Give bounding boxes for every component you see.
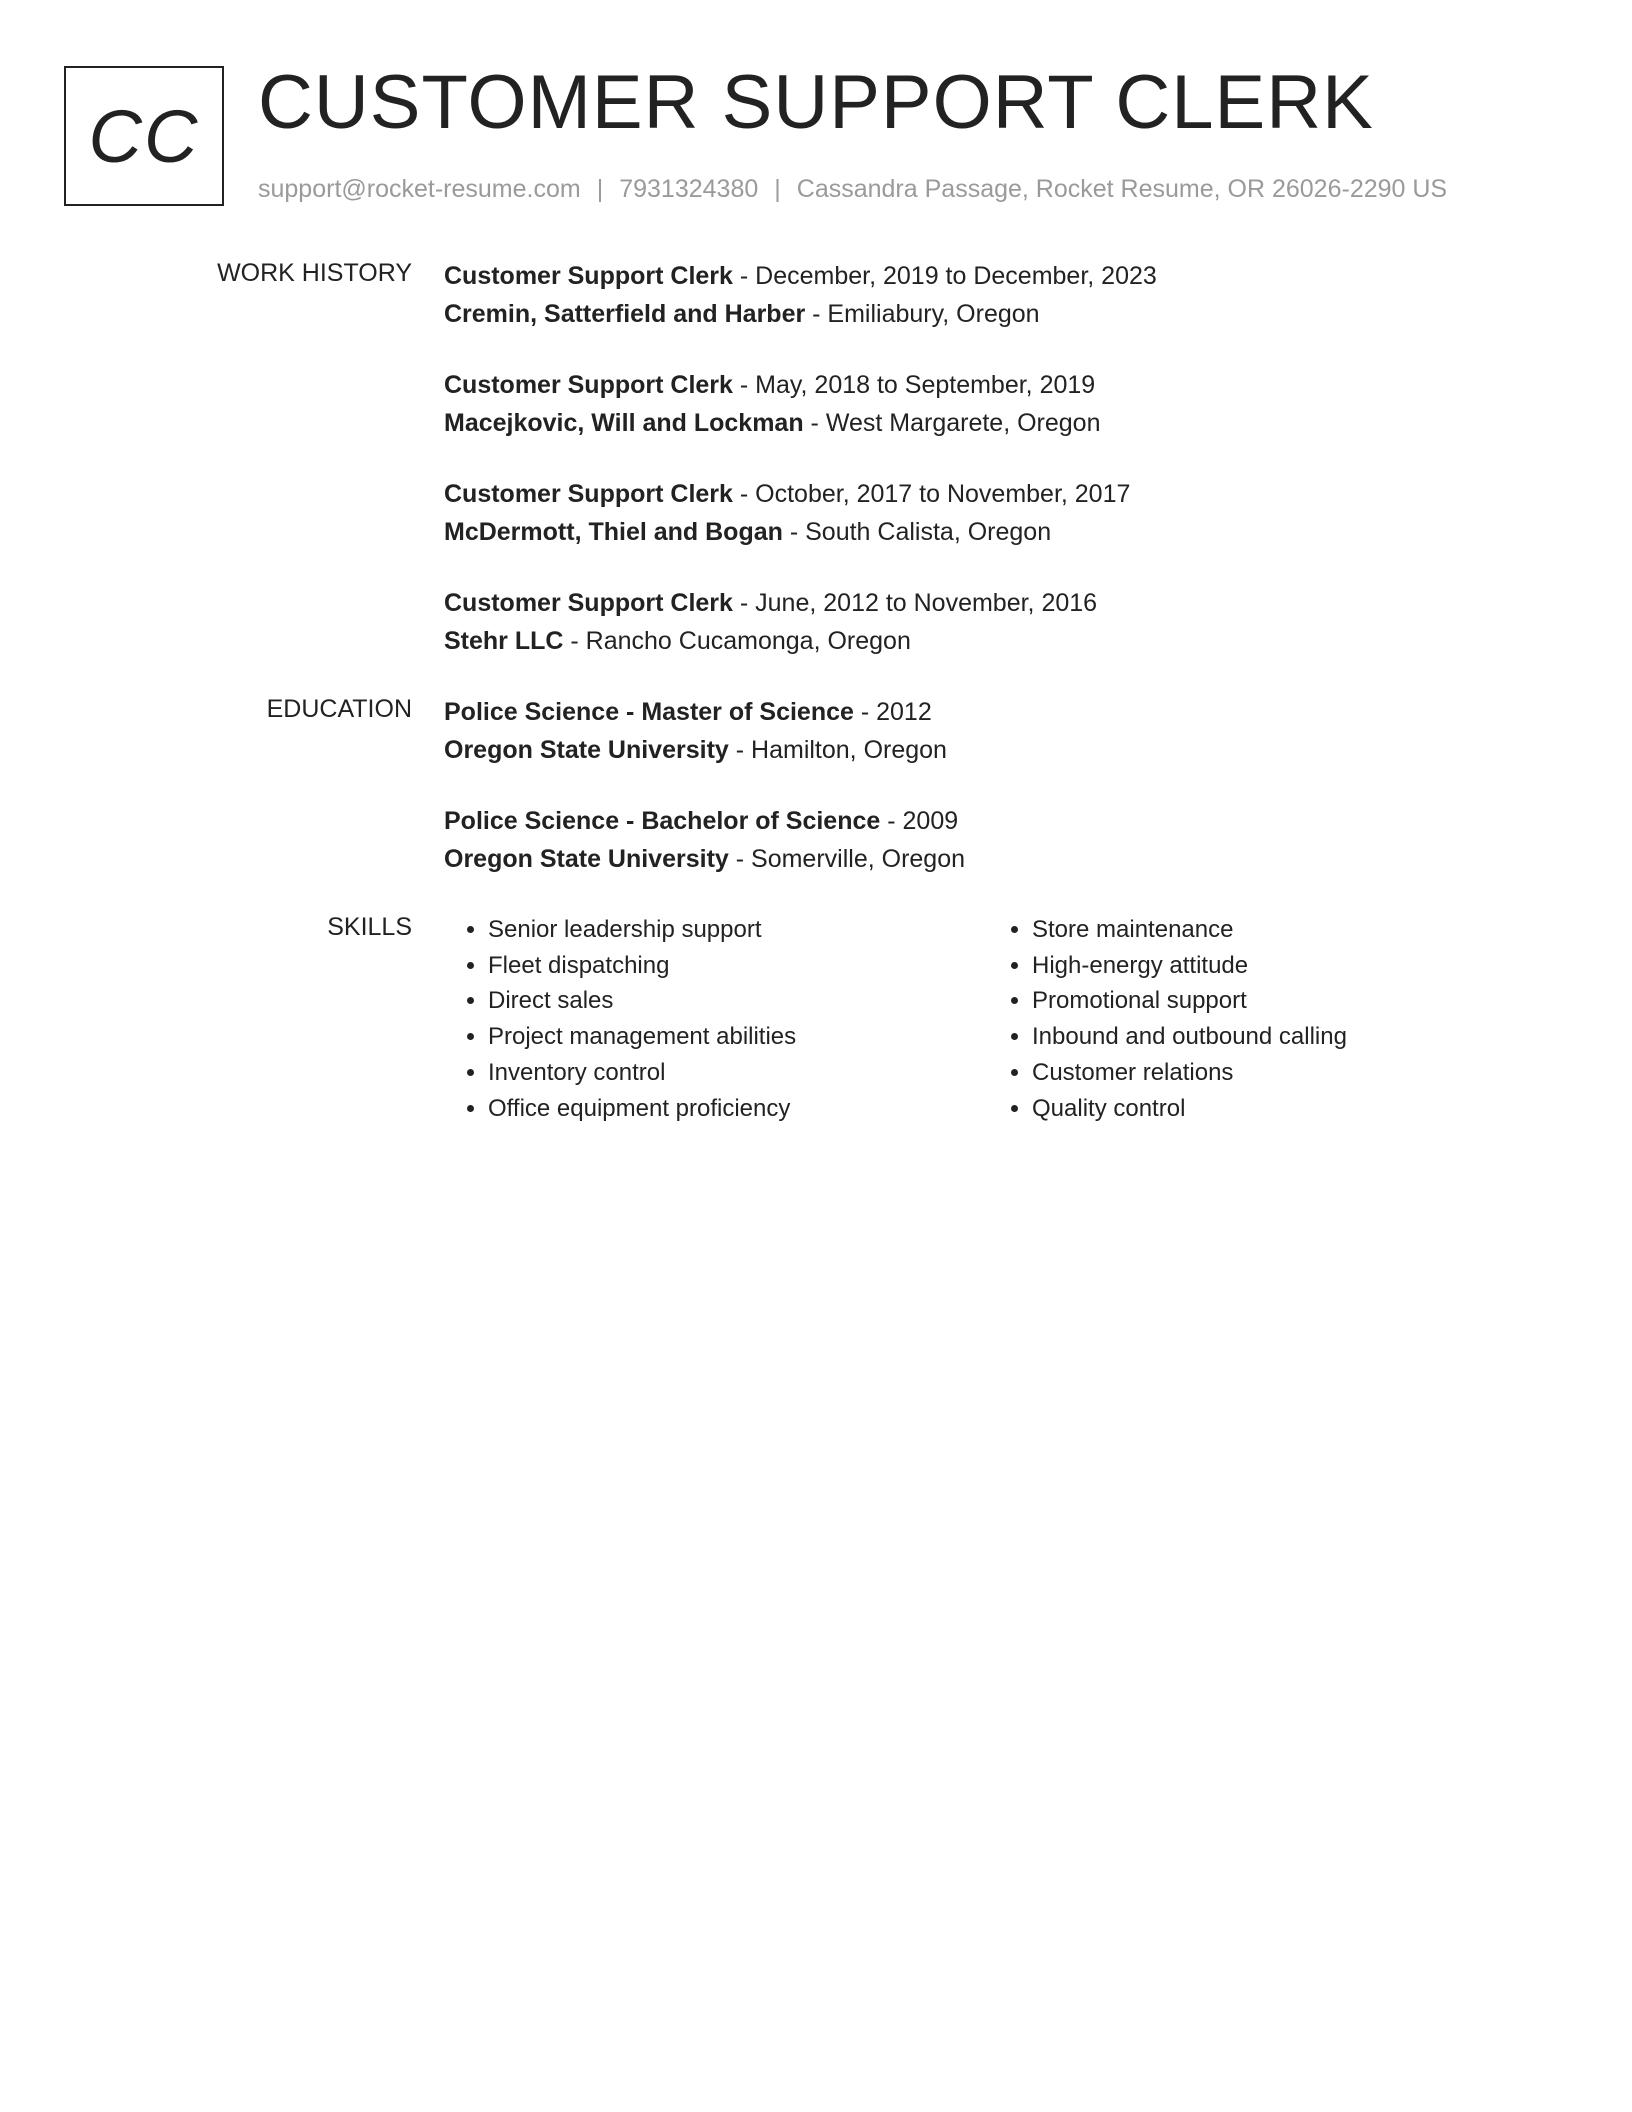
job-company: McDermott, Thiel and Bogan bbox=[444, 517, 783, 546]
contact-phone: 7931324380 bbox=[619, 175, 759, 203]
degree-year: - 2012 bbox=[853, 698, 932, 726]
skill-item: • Direct sales bbox=[488, 983, 988, 1019]
job-company: Stehr LLC bbox=[444, 626, 564, 655]
school: Oregon State University bbox=[444, 735, 729, 764]
job-dates: - October, 2017 to November, 2017 bbox=[732, 480, 1131, 508]
work-entry bbox=[444, 258, 1544, 333]
job-role: Customer Support Clerk bbox=[444, 262, 733, 290]
skill-item: • Office equipment proficiency bbox=[488, 1091, 988, 1127]
job-company: Macejkovic, Will and Lockman bbox=[444, 408, 804, 437]
job-dates: - May, 2018 to September, 2019 bbox=[732, 371, 1096, 399]
section-label-education: EDUCATION bbox=[266, 695, 412, 723]
job-dates: - June, 2012 to November, 2016 bbox=[732, 589, 1098, 617]
skills-column-2 bbox=[988, 912, 1532, 1126]
section-label-work-history: WORK HISTORY bbox=[217, 259, 412, 287]
skill-item: • Project management abilities bbox=[488, 1019, 988, 1055]
skill-item: • Inventory control bbox=[488, 1055, 988, 1091]
contact-address: Cassandra Passage, Rocket Resume, OR 26026-2290 US bbox=[796, 175, 1448, 203]
skill-item: • Inbound and outbound calling bbox=[1032, 1019, 1532, 1055]
job-role: Customer Support Clerk bbox=[444, 371, 733, 399]
degree: Police Science - Master of Science bbox=[444, 698, 854, 726]
degree: Police Science - Bachelor of Science bbox=[444, 807, 881, 835]
contact-separator: | bbox=[774, 175, 781, 203]
school-location: - Hamilton, Oregon bbox=[728, 735, 947, 764]
school: Oregon State University bbox=[444, 844, 729, 873]
job-company: Cremin, Satterfield and Harber bbox=[444, 299, 806, 328]
skill-item: • Promotional support bbox=[1032, 983, 1532, 1019]
skill-item: • Senior leadership support bbox=[488, 912, 988, 948]
job-location: - West Margarete, Oregon bbox=[803, 408, 1101, 437]
contact-email: support@rocket-resume.com bbox=[258, 175, 581, 203]
contact-separator: | bbox=[596, 175, 604, 203]
skill-item: • High-energy attitude bbox=[1032, 948, 1532, 984]
work-entry bbox=[444, 367, 1544, 442]
work-entry bbox=[444, 476, 1544, 551]
education-entry bbox=[444, 694, 1544, 769]
work-history-list bbox=[444, 258, 1544, 694]
job-location: - Rancho Cucamonga, Oregon bbox=[563, 626, 911, 655]
job-location: - Emiliabury, Oregon bbox=[805, 299, 1040, 328]
job-role: Customer Support Clerk bbox=[444, 589, 733, 617]
education-list bbox=[444, 694, 1544, 912]
school-location: - Somerville, Oregon bbox=[728, 844, 966, 873]
skill-item: • Quality control bbox=[1032, 1091, 1532, 1127]
page-title: CUSTOMER SUPPORT CLERK bbox=[258, 60, 1374, 145]
job-location: - South Calista, Oregon bbox=[782, 517, 1052, 546]
skills-column-1 bbox=[444, 912, 988, 1126]
monogram-logo: CC bbox=[64, 66, 224, 206]
job-role: Customer Support Clerk bbox=[444, 480, 733, 508]
degree-year: - 2009 bbox=[880, 807, 959, 835]
skills-list bbox=[444, 912, 1544, 1126]
work-entry bbox=[444, 585, 1544, 660]
contact-line bbox=[258, 174, 1447, 204]
skill-item: • Fleet dispatching bbox=[488, 948, 988, 984]
section-label-skills: SKILLS bbox=[327, 913, 412, 941]
job-dates: - December, 2019 to December, 2023 bbox=[732, 262, 1157, 290]
education-entry bbox=[444, 803, 1544, 878]
skill-item: • Store maintenance bbox=[1032, 912, 1532, 948]
skill-item: • Customer relations bbox=[1032, 1055, 1532, 1091]
